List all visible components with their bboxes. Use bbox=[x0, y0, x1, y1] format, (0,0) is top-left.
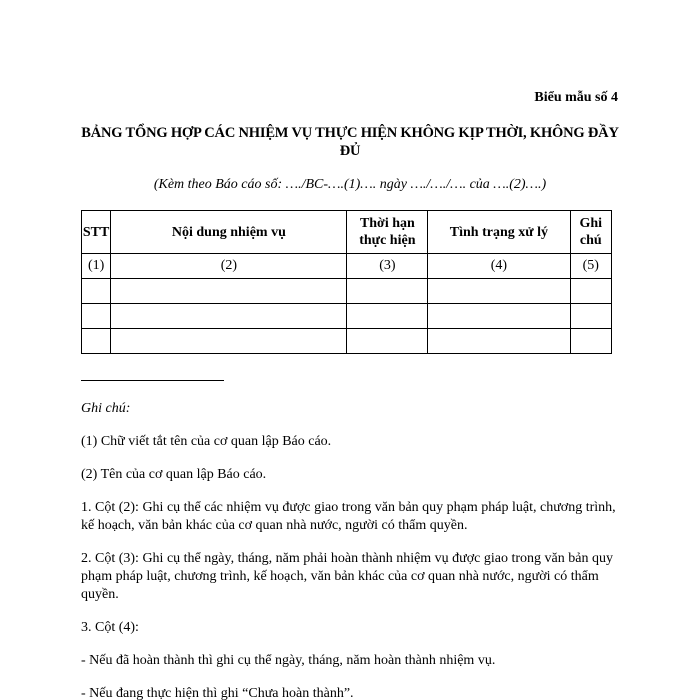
table-cell bbox=[570, 279, 611, 304]
note-item: - Nếu đang thực hiện thì ghi “Chưa hoàn thành”. bbox=[81, 686, 354, 700]
table-row bbox=[82, 279, 612, 304]
table-row bbox=[82, 329, 612, 354]
table-cell bbox=[347, 329, 428, 354]
table-row bbox=[82, 304, 612, 329]
table-cell bbox=[347, 279, 428, 304]
note-item: 2. Cột (3): Ghi cụ thể ngày, tháng, năm phải hoàn thành nhiệm vụ được giao trong văn bản quy phạm pháp luật, chương trình, kế hoạch, văn bản khác của cơ quan nhà nước, người có thẩm quyền. bbox=[81, 551, 613, 602]
table-cell bbox=[428, 304, 570, 329]
table-cell bbox=[570, 304, 611, 329]
footnote-divider bbox=[81, 380, 224, 381]
header-task-content: Nội dung nhiệm vụ bbox=[111, 211, 347, 254]
column-number: (2) bbox=[111, 254, 347, 279]
header-note: Ghi chú bbox=[570, 211, 611, 254]
column-number: (1) bbox=[82, 254, 111, 279]
table-cell bbox=[111, 304, 347, 329]
table-cell bbox=[82, 279, 111, 304]
column-number-row bbox=[82, 254, 612, 279]
note-item: 3. Cột (4): bbox=[81, 620, 139, 635]
header-stt: STT bbox=[82, 211, 111, 254]
note-item: 1. Cột (2): Ghi cụ thể các nhiệm vụ được giao trong văn bản quy phạm pháp luật, chương trình, kế hoạch, văn bản khác của cơ quan nhà nước, người có thẩm quyền. bbox=[81, 500, 616, 533]
document-title: BẢNG TỔNG HỢP CÁC NHIỆM VỤ THỰC HIỆN KHÔNG KỊP THỜI, KHÔNG ĐẦY ĐỦ bbox=[81, 125, 619, 159]
table-header-row bbox=[82, 211, 612, 254]
document-subtitle: (Kèm theo Báo cáo số: …./BC-….(1)…. ngày …./…./…. của ….(2)….) bbox=[153, 177, 547, 192]
header-status: Tình trạng xử lý bbox=[428, 211, 570, 254]
table-cell bbox=[570, 329, 611, 354]
note-item: (1) Chữ viết tắt tên của cơ quan lập Báo cáo. bbox=[81, 434, 332, 449]
table-cell bbox=[111, 279, 347, 304]
table-cell bbox=[111, 329, 347, 354]
table-cell bbox=[428, 329, 570, 354]
table-cell bbox=[347, 304, 428, 329]
notes-section bbox=[81, 400, 621, 700]
column-number: (4) bbox=[428, 254, 570, 279]
table-cell bbox=[428, 279, 570, 304]
note-item: (2) Tên của cơ quan lập Báo cáo. bbox=[81, 467, 267, 482]
header-deadline: Thời hạn thực hiện bbox=[347, 211, 428, 254]
table-cell bbox=[82, 329, 111, 354]
table-cell bbox=[82, 304, 111, 329]
column-number: (3) bbox=[347, 254, 428, 279]
notes-heading: Ghi chú: bbox=[81, 401, 131, 416]
form-number: Biểu mẫu số 4 bbox=[534, 90, 618, 105]
note-item: - Nếu đã hoàn thành thì ghi cụ thể ngày, tháng, năm hoàn thành nhiệm vụ. bbox=[81, 653, 496, 668]
summary-table bbox=[81, 210, 612, 354]
column-number: (5) bbox=[570, 254, 611, 279]
